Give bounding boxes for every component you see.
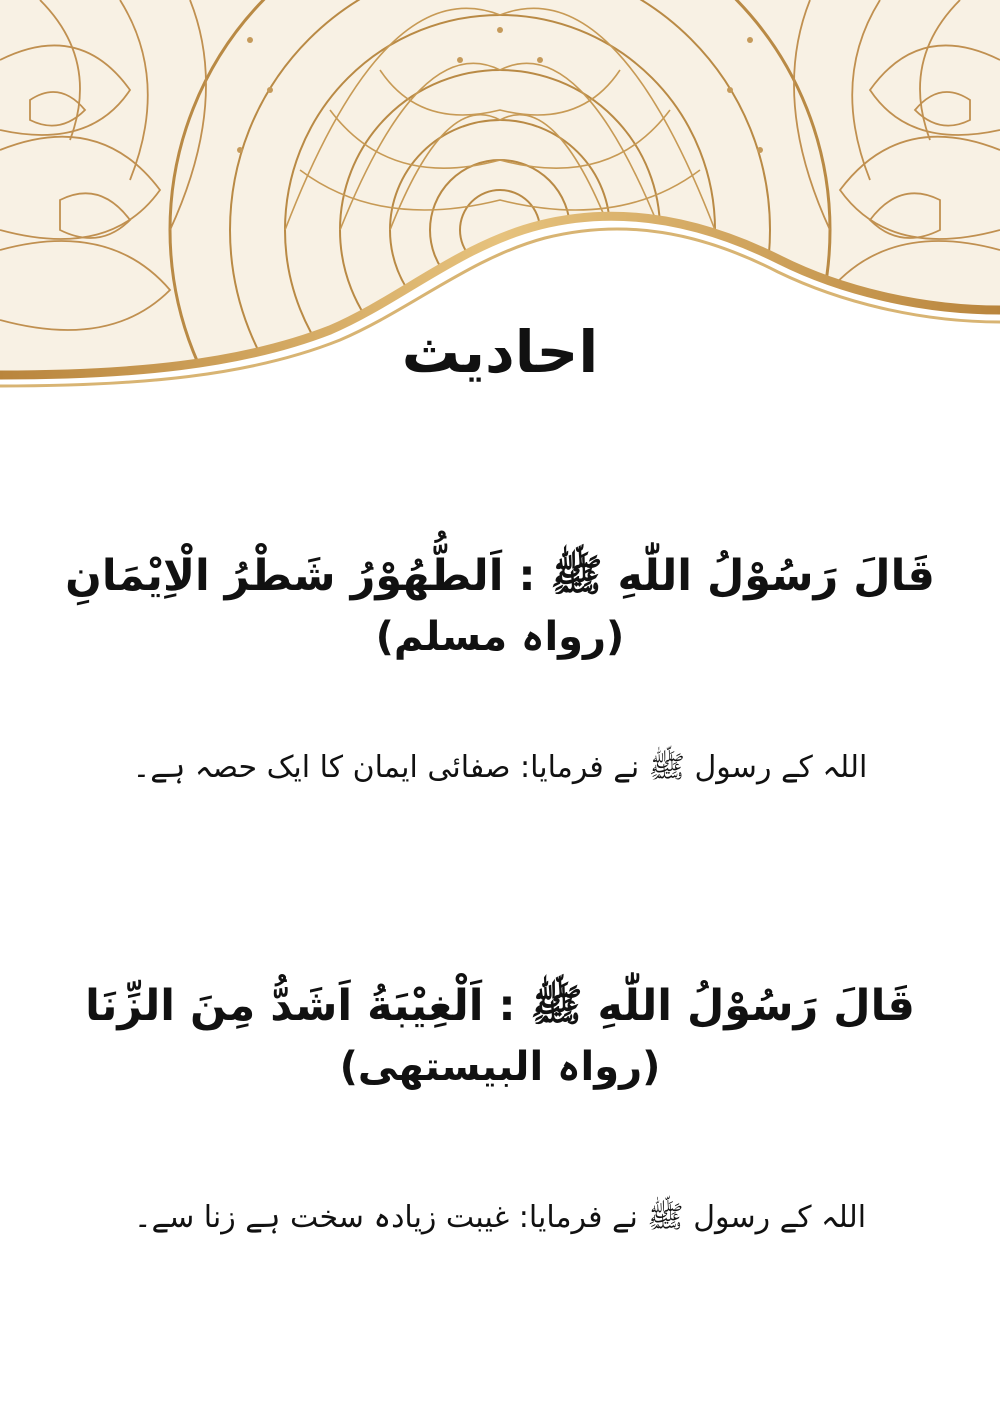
page-title: احادیث: [401, 318, 599, 386]
hadith-reference: (رواہ البیستھی): [339, 1044, 661, 1090]
hadith-translation: اللہ کے رسول ﷺ نے فرمایا: صفائی ایمان کا ایک حصہ ہے۔: [132, 750, 868, 785]
hadith-reference: (رواہ مسلم): [375, 614, 625, 660]
hadith-arabic-text: قَالَ رَسُوْلُ اللّٰهِ ﷺ : اَلْغِيْبَةُ اَشَدُّ مِنَ الزِّنَا: [85, 981, 915, 1031]
hadith-arabic-text: قَالَ رَسُوْلُ اللّٰهِ ﷺ : اَلطُّهُوْرُ شَطْرُ الْاِيْمَانِ: [65, 551, 935, 601]
hadith-1: [60, 545, 940, 667]
hadith-translation: اللہ کے رسول ﷺ نے فرمایا: غیبت زیادہ سخت ہے زنا سے۔: [133, 1200, 867, 1235]
hadith-2: [60, 975, 940, 1097]
